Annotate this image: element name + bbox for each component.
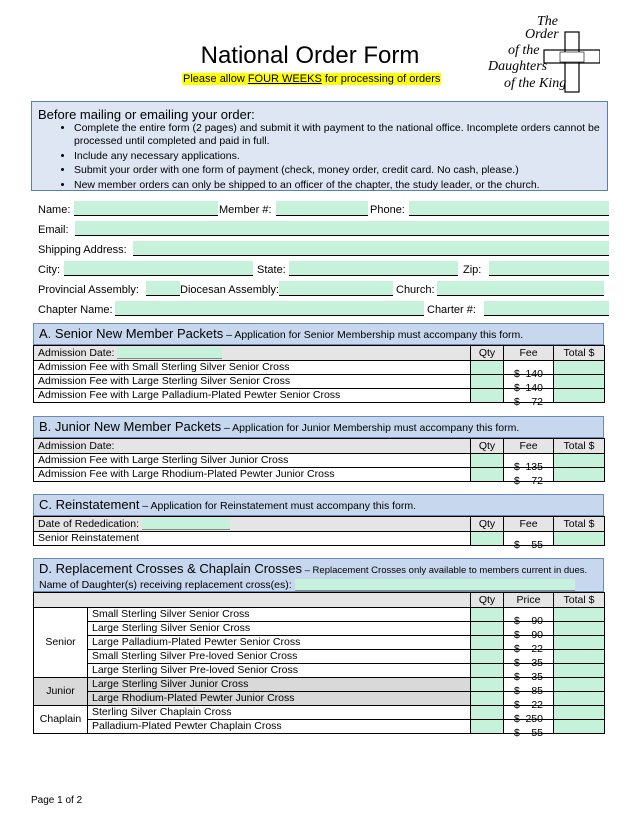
admission-date-cell [34, 439, 471, 454]
table-row [34, 678, 605, 692]
instructions-list [32, 122, 634, 193]
qty-input[interactable] [471, 720, 504, 734]
charter-number-input[interactable] [484, 301, 609, 316]
qty-input[interactable] [471, 706, 504, 720]
provincial-assembly-label: Provincial Assembly: [38, 284, 139, 296]
section-b-title: B. Junior New Member Packets [39, 419, 222, 434]
table-row [34, 468, 605, 482]
item-name: Admission Fee with Large Palladium-Plated Pewter Senior Cross [34, 389, 471, 403]
state-input[interactable] [289, 261, 458, 276]
logo-line-2: Order [525, 27, 559, 42]
currency-symbol: $ [514, 684, 520, 697]
currency-symbol: $ [514, 381, 520, 394]
fee-value: 135 [525, 460, 543, 473]
currency-symbol: $ [514, 367, 520, 380]
logo-line-1: The [537, 14, 558, 29]
price-value: 250 [525, 712, 543, 725]
fee-header: Fee [504, 346, 554, 361]
zip-input[interactable] [489, 261, 609, 276]
city-label: City: [38, 264, 60, 276]
total-header: Total $ [554, 439, 605, 454]
item-name: Admission Fee with Large Rhodium-Plated Pewter Junior Cross [34, 468, 471, 482]
zip-label: Zip: [463, 264, 482, 276]
item-name: Small Sterling Silver Pre-loved Senior Cross [88, 650, 471, 664]
total-header: Total $ [554, 346, 605, 361]
currency-symbol: $ [514, 614, 520, 627]
currency-symbol: $ [514, 474, 520, 487]
qty-input[interactable] [471, 375, 504, 389]
item-name: Admission Fee with Large Sterling Silver Junior Cross [34, 454, 471, 468]
price-cell [504, 706, 554, 725]
page-number: Page 1 of 2 [31, 795, 83, 806]
price-value: 22 [531, 642, 543, 655]
currency-symbol: $ [514, 712, 520, 725]
total-input[interactable] [554, 664, 605, 678]
total-input[interactable] [554, 636, 605, 650]
price-value: 90 [531, 628, 543, 641]
church-label: Church: [396, 284, 435, 296]
qty-input[interactable] [471, 608, 504, 622]
subtitle-emphasis: FOUR WEEKS [247, 73, 322, 85]
fee-value: 55 [531, 538, 543, 551]
admission-date-input[interactable] [117, 347, 222, 359]
phone-input[interactable] [409, 201, 609, 216]
email-label: Email: [38, 224, 69, 236]
member-number-input[interactable] [276, 201, 368, 216]
chapter-name-input[interactable] [115, 301, 424, 316]
price-cell [504, 720, 554, 739]
total-input[interactable] [554, 650, 605, 664]
daughter-name-input[interactable] [295, 579, 575, 591]
fee-cell [504, 468, 554, 487]
instruction-item: • Complete the entire form (2 pages) and submit it with payment to the national office. Incomplete orders cannot be processed until completed and paid in full. [74, 122, 634, 148]
price-header: Price [504, 593, 554, 608]
fee-header: Fee [504, 439, 554, 454]
qty-header: Qty [471, 517, 504, 532]
qty-input[interactable] [471, 468, 504, 482]
item-name: Palladium-Plated Pewter Chaplain Cross [88, 720, 471, 734]
item-name: Large Palladium-Plated Pewter Senior Cross [88, 636, 471, 650]
section-b-note: – Application for Junior Membership must accompany this form. [221, 422, 520, 434]
qty-header: Qty [471, 346, 504, 361]
section-d-table [33, 592, 605, 739]
price-cell [504, 622, 554, 641]
processing-notice [182, 73, 441, 85]
total-input[interactable] [554, 720, 605, 734]
table-row [34, 664, 605, 678]
currency-symbol: $ [514, 698, 520, 711]
admission-date-input[interactable] [117, 440, 417, 451]
section-replacement-crosses [33, 558, 604, 739]
section-senior-packets [33, 323, 604, 408]
price-cell [504, 692, 554, 711]
price-value: 55 [531, 726, 543, 739]
qty-input[interactable] [471, 650, 504, 664]
fee-value: 140 [525, 381, 543, 394]
rededication-date-label: Date of Rededication: [38, 517, 139, 530]
section-a-title: A. Senior New Member Packets [39, 326, 224, 341]
church-input[interactable] [437, 281, 604, 296]
qty-input[interactable] [471, 664, 504, 678]
state-label: State: [257, 264, 286, 276]
fee-cell [504, 454, 554, 473]
qty-input[interactable] [471, 361, 504, 375]
currency-symbol: $ [514, 656, 520, 669]
group-label-junior: Junior [34, 678, 88, 706]
header-spacer [34, 593, 471, 608]
instructions-heading: Before mailing or emailing your order: [38, 107, 255, 122]
admission-date-cell [34, 346, 471, 361]
qty-input[interactable] [471, 678, 504, 692]
currency-symbol: $ [514, 628, 520, 641]
section-d-header [33, 558, 604, 592]
diocesan-assembly-label: Diocesan Assembly: [180, 284, 280, 296]
price-cell [504, 608, 554, 627]
admission-date-label: Admission Date: [38, 439, 115, 452]
table-row [34, 375, 605, 389]
section-c-title: C. Reinstatement [39, 497, 140, 512]
section-reinstatement [33, 494, 604, 551]
total-input[interactable] [554, 678, 605, 692]
group-label-senior: Senior [34, 608, 88, 678]
total-input[interactable] [554, 608, 605, 622]
item-name: Admission Fee with Large Sterling Silver Senior Cross [34, 375, 471, 389]
shipping-address-label: Shipping Address: [38, 244, 127, 256]
item-name: Large Rhodium-Plated Pewter Junior Cross [88, 692, 471, 706]
price-value: 22 [531, 698, 543, 711]
fee-cell [504, 361, 554, 380]
total-input[interactable] [554, 692, 605, 706]
price-cell [504, 678, 554, 697]
email-input[interactable] [75, 221, 609, 236]
table-row [34, 706, 605, 720]
price-value: 35 [531, 670, 543, 683]
total-header: Total $ [554, 593, 605, 608]
rededication-date-cell [34, 517, 471, 532]
section-a-table [33, 345, 605, 408]
qty-header: Qty [471, 593, 504, 608]
currency-symbol: $ [514, 538, 520, 551]
provincial-assembly-input[interactable] [146, 281, 180, 296]
diocesan-assembly-input[interactable] [279, 281, 393, 296]
name-input[interactable] [74, 201, 218, 216]
order-logo [480, 14, 600, 96]
currency-symbol: $ [514, 642, 520, 655]
price-cell [504, 664, 554, 683]
price-cell [504, 636, 554, 655]
total-input[interactable] [554, 454, 605, 468]
table-row [34, 532, 605, 546]
total-input[interactable] [554, 468, 605, 482]
fee-cell [504, 532, 554, 551]
qty-input[interactable] [471, 389, 504, 403]
logo-line-3: of the [508, 43, 540, 58]
name-label: Name: [38, 204, 71, 216]
table-row [34, 361, 605, 375]
total-input[interactable] [554, 375, 605, 389]
price-value: 90 [531, 614, 543, 627]
section-b-header [33, 416, 604, 438]
item-name: Sterling Silver Chaplain Cross [88, 706, 471, 720]
group-label-chaplain: Chaplain [34, 706, 88, 734]
currency-symbol: $ [514, 460, 520, 473]
section-d-title: D. Replacement Crosses & Chaplain Crosses [39, 561, 302, 576]
total-input[interactable] [554, 532, 605, 546]
logo-line-4: Daughters [488, 59, 548, 74]
item-name: Large Sterling Silver Pre-loved Senior Cross [88, 664, 471, 678]
fee-cell [504, 389, 554, 408]
total-input[interactable] [554, 622, 605, 636]
table-row [34, 636, 605, 650]
section-d-note: – Replacement Crosses only available to members current in dues. [302, 565, 588, 576]
subtitle-prefix: Please allow [183, 73, 248, 85]
city-input[interactable] [64, 261, 253, 276]
price-cell [504, 650, 554, 669]
total-input[interactable] [554, 706, 605, 720]
shipping-address-input[interactable] [133, 241, 609, 256]
currency-symbol: $ [514, 670, 520, 683]
section-c-header [33, 494, 604, 516]
item-name: Large Sterling Silver Senior Cross [88, 622, 471, 636]
price-value: 35 [531, 656, 543, 669]
chapter-name-label: Chapter Name: [38, 304, 113, 316]
item-name: Small Sterling Silver Senior Cross [88, 608, 471, 622]
fee-value: 140 [525, 367, 543, 380]
item-name: Admission Fee with Small Sterling Silver Senior Cross [34, 361, 471, 375]
instruction-item: • Include any necessary applications. [74, 150, 634, 163]
section-c-table [33, 516, 605, 551]
fee-value: 72 [531, 395, 543, 408]
total-header: Total $ [554, 517, 605, 532]
currency-symbol: $ [514, 395, 520, 408]
qty-input[interactable] [471, 636, 504, 650]
table-row [34, 622, 605, 636]
price-value: 85 [531, 684, 543, 697]
section-c-note: – Application for Reinstatement must accompany this form. [139, 500, 417, 512]
fee-value: 72 [531, 474, 543, 487]
section-a-note: – Application for Senior Membership must accompany this form. [223, 329, 524, 341]
qty-input[interactable] [471, 692, 504, 706]
table-row [34, 692, 605, 706]
table-row [34, 454, 605, 468]
qty-header: Qty [471, 439, 504, 454]
item-name: Senior Reinstatement [34, 532, 471, 546]
instructions-box [31, 101, 608, 191]
subtitle-suffix: for processing of orders [321, 73, 441, 85]
total-input[interactable] [554, 389, 605, 403]
admission-date-label: Admission Date: [38, 346, 115, 359]
total-input[interactable] [554, 361, 605, 375]
section-junior-packets [33, 416, 604, 487]
table-row [34, 650, 605, 664]
qty-input[interactable] [471, 532, 504, 546]
charter-number-label: Charter #: [427, 304, 476, 316]
table-row [34, 389, 605, 403]
member-number-label: Member #: [219, 204, 272, 216]
table-row [34, 720, 605, 734]
fee-cell [504, 375, 554, 394]
section-a-header [33, 323, 604, 345]
qty-input[interactable] [471, 454, 504, 468]
page-title: National Order Form [200, 42, 420, 69]
fee-header: Fee [504, 517, 554, 532]
table-row [34, 608, 605, 622]
currency-symbol: $ [514, 726, 520, 739]
daughter-name-label: Name of Daughter(s) receiving replacement cross(es): [39, 579, 292, 591]
instruction-item: • New member orders can only be shipped to an officer of the chapter, the study leader, or the church. [74, 179, 634, 192]
instruction-item: • Submit your order with one form of payment (check, money order, credit card. No cash, please.) [74, 164, 634, 177]
phone-label: Phone: [370, 204, 405, 216]
rededication-date-input[interactable] [142, 518, 230, 530]
section-b-table [33, 438, 605, 487]
item-name: Large Sterling Silver Junior Cross [88, 678, 471, 692]
logo-line-5: of the King [504, 76, 567, 91]
qty-input[interactable] [471, 622, 504, 636]
